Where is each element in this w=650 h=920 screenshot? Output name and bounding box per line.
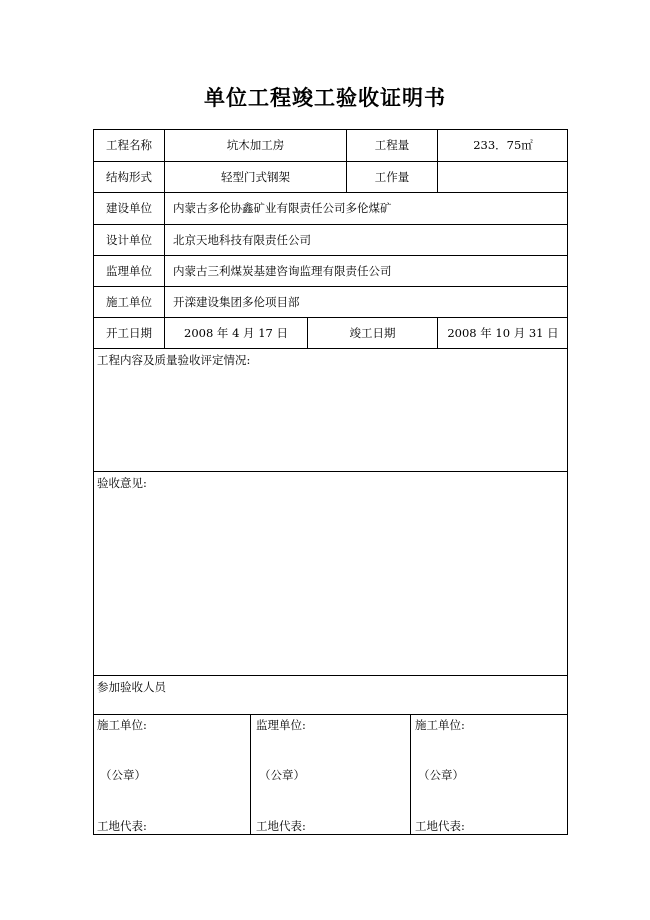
page-title: 单位工程竣工验收证明书 <box>204 85 446 110</box>
sign-seal: （公章） <box>259 768 305 782</box>
supervisor-value: 内蒙古三利煤炭基建咨询监理有限责任公司 <box>173 264 392 278</box>
col-divider <box>164 129 165 348</box>
structure-value: 轻型门式钢架 <box>221 170 290 184</box>
participants-label: 参加验收人员 <box>97 680 166 694</box>
start-date-label: 开工日期 <box>106 326 152 340</box>
end-date-value: 2008 年 10 月 31 日 <box>447 326 559 340</box>
sign-unit-label: 施工单位: <box>97 718 147 732</box>
project-name-label: 工程名称 <box>106 138 152 152</box>
project-name-value: 坑木加工房 <box>226 138 285 152</box>
sign-seal: （公章） <box>100 768 146 782</box>
workload-label: 工作量 <box>374 170 410 184</box>
col-divider <box>410 714 411 835</box>
sign-unit-label: 施工单位: <box>415 718 465 732</box>
designer-label: 设计单位 <box>106 233 152 247</box>
quality-section-label: 工程内容及质量验收评定情况: <box>97 353 251 367</box>
contractor-label: 施工单位 <box>106 295 152 309</box>
sign-rep-label: 工地代表: <box>97 819 147 833</box>
quantity-value: 233．75㎡ <box>473 138 533 152</box>
supervisor-label: 监理单位 <box>106 264 152 278</box>
start-date-value: 2008 年 4 月 17 日 <box>184 326 288 340</box>
opinion-section-label: 验收意见: <box>97 476 147 490</box>
end-date-label: 竣工日期 <box>349 326 396 340</box>
structure-label: 结构形式 <box>106 170 152 184</box>
row-divider <box>93 471 568 472</box>
contractor-value: 开滦建设集团多伦项目部 <box>173 295 300 309</box>
builder-label: 建设单位 <box>106 201 152 215</box>
sign-unit-label: 监理单位: <box>256 718 306 732</box>
row-divider <box>93 714 568 715</box>
quantity-label: 工程量 <box>374 138 410 152</box>
sign-rep-label: 工地代表: <box>256 819 306 833</box>
row-divider <box>93 675 568 676</box>
col-divider <box>250 714 251 835</box>
designer-value: 北京天地科技有限责任公司 <box>173 233 311 247</box>
row-divider <box>93 348 568 349</box>
builder-value: 内蒙古多伦协鑫矿业有限责任公司多伦煤矿 <box>173 201 392 215</box>
sign-seal: （公章） <box>418 768 464 782</box>
sign-rep-label: 工地代表: <box>415 819 465 833</box>
